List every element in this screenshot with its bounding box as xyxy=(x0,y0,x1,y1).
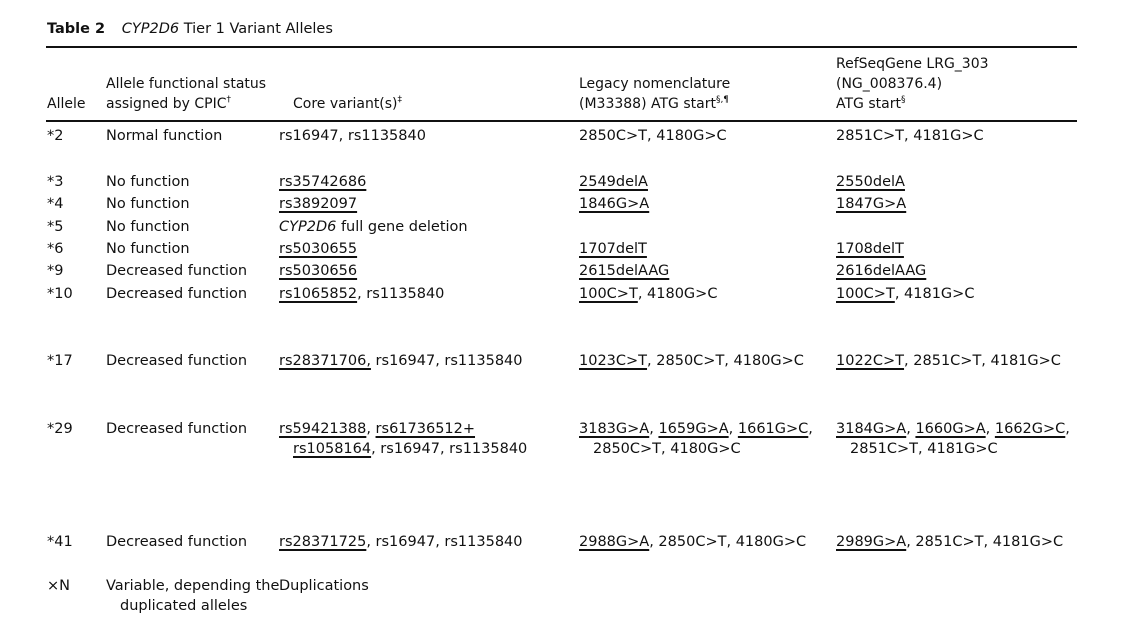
refseq-segment: 100C>T xyxy=(836,286,895,302)
row-refseq xyxy=(836,194,906,214)
core-segment: rs59421388 xyxy=(279,421,367,437)
core-segment: rs28371725 xyxy=(279,534,367,550)
header-legacy-line1: Legacy nomenclature xyxy=(579,76,731,92)
row-allele: *2 xyxy=(47,128,64,144)
row-core xyxy=(279,217,468,237)
refseq-segment: , 2851C>T, 4181G>C xyxy=(904,353,1061,369)
row-legacy-line1 xyxy=(579,351,804,371)
row-status xyxy=(106,194,190,214)
row-refseq xyxy=(836,172,905,192)
row-core xyxy=(279,194,357,214)
core-segment: Duplications xyxy=(279,578,369,594)
row-refseq-line1 xyxy=(836,239,904,259)
core-segment: full gene deletion xyxy=(336,219,468,235)
row-legacy xyxy=(579,172,648,192)
row-legacy-line1 xyxy=(579,261,669,281)
refseq-segment: , xyxy=(906,421,916,437)
core-segment: rs28371706, xyxy=(279,353,371,369)
row-status-line1: Decreased function xyxy=(106,353,248,369)
legacy-segment: , xyxy=(649,421,659,437)
legacy-segment: , 2850C>T, 4180G>C xyxy=(647,353,804,369)
header-legacy-footnote: §,¶ xyxy=(715,95,730,105)
row-core-line1 xyxy=(279,194,357,214)
row-status-line1: Decreased function xyxy=(106,421,248,437)
row-status-line1: No function xyxy=(106,174,190,190)
legacy-segment: , 4180G>C xyxy=(637,286,718,302)
core-segment: rs3892097 xyxy=(279,196,358,212)
header-status-line1: Allele functional status xyxy=(106,76,267,92)
row-refseq xyxy=(836,126,984,146)
refseq-segment: 1022C>T xyxy=(836,353,905,369)
row-refseq-line1 xyxy=(836,351,1061,371)
row-status xyxy=(106,576,279,616)
row-core xyxy=(279,126,426,146)
row-core-line1 xyxy=(279,532,523,552)
core-segment: rs16947, rs1135840 xyxy=(279,128,426,144)
core-segment: rs61736512+ xyxy=(375,421,476,437)
table-label: Table 2 xyxy=(47,21,106,37)
header-core-footnote: ‡ xyxy=(397,95,403,105)
refseq-segment: , xyxy=(1065,421,1070,437)
row-core-line1 xyxy=(279,172,366,192)
header-allele: Allele xyxy=(47,96,86,112)
core-segment: rs16947, rs1135840 xyxy=(370,353,523,369)
row-core-line1 xyxy=(279,419,527,439)
row-refseq xyxy=(836,532,1063,552)
row-status xyxy=(106,532,247,552)
row-refseq xyxy=(836,239,904,259)
row-refseq-line1 xyxy=(836,532,1063,552)
legacy-segment: 1661G>C xyxy=(737,421,809,437)
legacy-segment: 100C>T xyxy=(579,286,638,302)
row-refseq-line1 xyxy=(836,261,926,281)
legacy-segment: 2850C>T, 4180G>C xyxy=(579,128,727,144)
header-legacy-line2 xyxy=(579,94,730,114)
row-core xyxy=(279,532,523,552)
header-status-footnote: † xyxy=(226,95,232,105)
row-status xyxy=(106,351,247,371)
row-legacy-line1 xyxy=(579,126,727,146)
core-segment: CYP2D6 xyxy=(279,219,337,235)
row-refseq-line2 xyxy=(836,439,1070,459)
row-allele: *9 xyxy=(47,263,64,279)
row-status-line1: Decreased function xyxy=(106,263,248,279)
header-legacy xyxy=(579,74,730,114)
refseq-segment: 2550delA xyxy=(836,174,905,190)
row-refseq-line1 xyxy=(836,284,974,304)
row-status-line1: No function xyxy=(106,219,190,235)
row-refseq-line1 xyxy=(836,194,906,214)
header-legacy-text: (M33388) ATG start xyxy=(579,96,716,112)
refseq-segment: 1708delT xyxy=(836,241,904,257)
refseq-segment: , 2851C>T, 4181G>C xyxy=(906,534,1064,550)
row-status xyxy=(106,419,247,439)
header-core-variants xyxy=(293,94,402,114)
refseq-segment: , 4181G>C xyxy=(894,286,975,302)
legacy-segment: , 2850C>T, 4180G>C xyxy=(649,534,807,550)
core2-segment: rs1058164 xyxy=(293,441,372,457)
header-refseq-line1: RefSeqGene LRG_303 xyxy=(836,56,989,72)
row-core-line1 xyxy=(279,126,426,146)
row-allele: *6 xyxy=(47,241,64,257)
legacy-segment: 1023C>T xyxy=(579,353,648,369)
legacy-segment: 3183G>A xyxy=(579,421,650,437)
row-core xyxy=(279,351,523,371)
core-segment: rs5030655 xyxy=(279,241,358,257)
row-legacy xyxy=(579,194,649,214)
row-core-line1 xyxy=(279,284,444,304)
row-refseq xyxy=(836,351,1061,371)
refseq-segment: 3184G>A xyxy=(836,421,907,437)
row-status xyxy=(106,284,247,304)
row-allele: *29 xyxy=(47,421,73,437)
row-legacy-line1 xyxy=(579,172,648,192)
row-status xyxy=(106,172,190,192)
row-status-line1: Normal function xyxy=(106,128,223,144)
row-status-line1: No function xyxy=(106,196,190,212)
row-refseq xyxy=(836,419,1070,459)
row-refseq-line1 xyxy=(836,419,1070,439)
core-segment: , rs1135840 xyxy=(357,286,445,302)
row-status-line1: Decreased function xyxy=(106,534,248,550)
header-refseq-line2: (NG_008376.4) xyxy=(836,76,943,92)
row-core-line1 xyxy=(279,261,357,281)
refseq-segment: , xyxy=(985,421,995,437)
row-status xyxy=(106,217,190,237)
table-gene-name: CYP2D6 xyxy=(121,21,180,37)
row-refseq-line1 xyxy=(836,172,905,192)
row-legacy xyxy=(579,261,669,281)
refseq-segment: 2989G>A xyxy=(836,534,907,550)
row-core-line1 xyxy=(279,217,468,237)
core2-segment: , rs16947, rs1135840 xyxy=(371,441,528,457)
row-allele: *41 xyxy=(47,534,73,550)
legacy-segment: 2549delA xyxy=(579,174,648,190)
table-caption xyxy=(47,21,333,37)
header-status-text: assigned by CPIC xyxy=(106,96,227,112)
header-status-line2 xyxy=(106,94,266,114)
row-core xyxy=(279,576,369,596)
core-segment: rs35742686 xyxy=(279,174,367,190)
refseq-segment: 2616delAAG xyxy=(836,263,927,279)
core-segment: rs5030656 xyxy=(279,263,358,279)
refseq-segment: 1662G>C xyxy=(994,421,1066,437)
row-status-line1: Variable, depending the xyxy=(106,578,280,594)
row-allele: *10 xyxy=(47,286,73,302)
row-allele: ×N xyxy=(47,578,70,594)
row-legacy-line1 xyxy=(579,284,717,304)
legacy-segment: 1846G>A xyxy=(579,196,650,212)
row-core xyxy=(279,261,357,281)
row-legacy xyxy=(579,126,727,146)
refseq-segment: 1660G>A xyxy=(915,421,986,437)
row-legacy-line1 xyxy=(579,419,813,439)
row-legacy xyxy=(579,239,647,259)
header-core-text: Core variant(s) xyxy=(293,96,398,112)
row-allele: *3 xyxy=(47,174,64,190)
refseq-segment: 1847G>A xyxy=(836,196,907,212)
row-status-line2: duplicated alleles xyxy=(120,598,248,614)
header-refseq-line3 xyxy=(836,94,989,114)
row-legacy-line1 xyxy=(579,194,649,214)
refseq-segment: 2851C>T, 4181G>C xyxy=(836,128,984,144)
row-status xyxy=(106,239,190,259)
header-refseq-text: ATG start xyxy=(836,96,901,112)
row-core-line1 xyxy=(279,351,523,371)
row-core-line1 xyxy=(279,239,357,259)
core-segment: rs1065852 xyxy=(279,286,358,302)
row-legacy xyxy=(579,284,717,304)
row-core xyxy=(279,419,527,459)
row-legacy-line1 xyxy=(579,239,647,259)
row-allele: *17 xyxy=(47,353,73,369)
legacy-segment: 2988G>A xyxy=(579,534,650,550)
row-allele: *5 xyxy=(47,219,64,235)
row-core-line1 xyxy=(279,576,369,596)
legacy-segment: 2615delAAG xyxy=(579,263,670,279)
row-legacy xyxy=(579,351,804,371)
legacy-segment: , xyxy=(728,421,738,437)
core-segment: , xyxy=(366,421,376,437)
row-core-line2 xyxy=(279,439,527,459)
table-title: Tier 1 Variant Alleles xyxy=(183,21,333,37)
row-legacy xyxy=(579,419,813,459)
row-status-line1: Decreased function xyxy=(106,286,248,302)
row-allele: *4 xyxy=(47,196,64,212)
header-refseq xyxy=(836,54,989,114)
top-rule xyxy=(46,46,1077,48)
refseq2-segment: 2851C>T, 4181G>C xyxy=(850,441,998,457)
row-refseq xyxy=(836,261,926,281)
header-status xyxy=(106,74,266,114)
row-status-line1: No function xyxy=(106,241,190,257)
legacy-segment: 1707delT xyxy=(579,241,647,257)
legacy-segment: , xyxy=(808,421,813,437)
row-refseq-line1 xyxy=(836,126,984,146)
row-core xyxy=(279,284,444,304)
row-core xyxy=(279,172,366,192)
legacy2-segment: 2850C>T, 4180G>C xyxy=(593,441,741,457)
row-legacy xyxy=(579,532,806,552)
row-status xyxy=(106,261,247,281)
row-legacy-line2 xyxy=(579,439,813,459)
row-core xyxy=(279,239,357,259)
header-refseq-footnote: § xyxy=(900,95,906,105)
legacy-segment: 1659G>A xyxy=(658,421,729,437)
core-segment: , rs16947, rs1135840 xyxy=(366,534,523,550)
header-rule xyxy=(46,120,1077,122)
row-status xyxy=(106,126,222,146)
row-legacy-line1 xyxy=(579,532,806,552)
row-refseq xyxy=(836,284,974,304)
